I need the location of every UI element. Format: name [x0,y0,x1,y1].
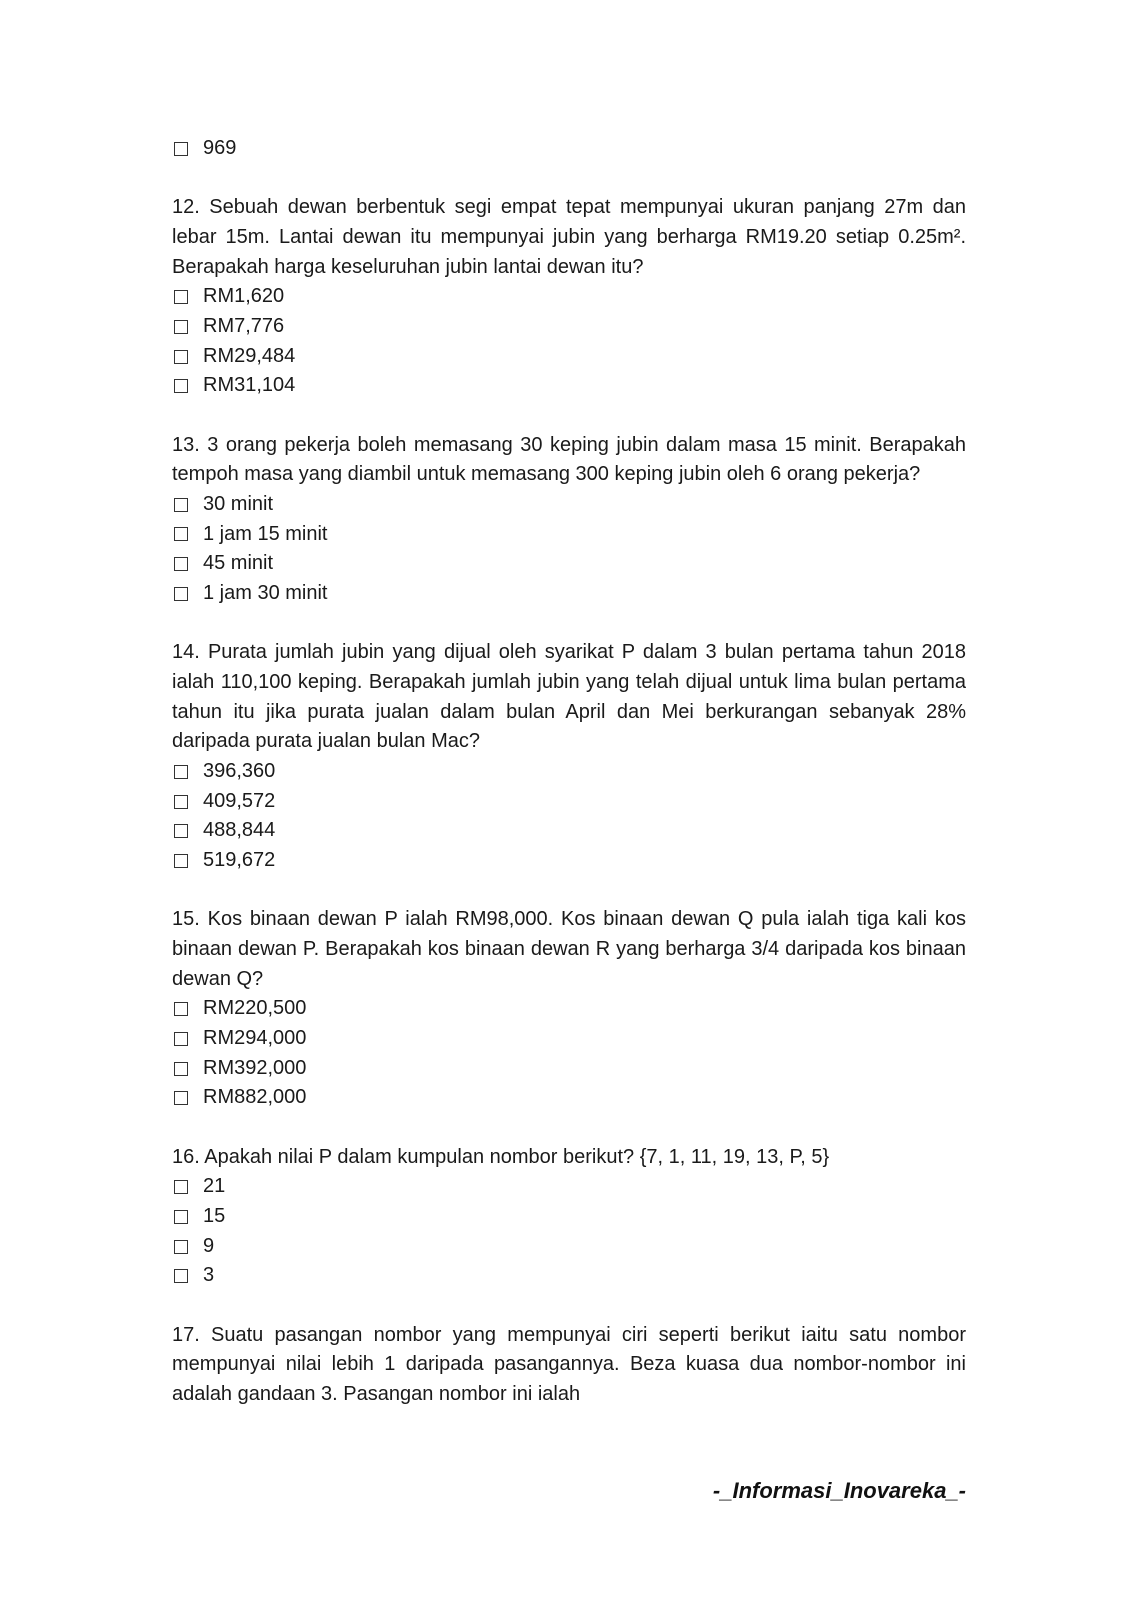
checkbox-icon[interactable] [174,854,188,868]
answer-option[interactable] [172,520,966,550]
answer-option[interactable] [172,1083,966,1113]
question-16 [172,1143,966,1291]
option-label: RM31,104 [203,374,296,397]
question-text: 14. Purata jumlah jubin yang dijual oleh syarikat P dalam 3 bulan pertama tahun 2018 ialah 110,100 keping. Berapakah jumlah jubin yang telah dijual untuk lima bulan pertama tahun itu jika purata jualan dalam bulan April dan Mei berkurangan sebanyak 28% daripada purata jualan bulan Mac? [172,641,966,753]
answer-option[interactable] [172,342,966,372]
option-label: RM7,776 [203,314,285,337]
option-label: RM1,620 [203,285,285,308]
checkbox-icon[interactable] [174,1091,188,1105]
checkbox-icon[interactable] [174,587,188,601]
checkbox-icon[interactable] [174,320,188,334]
question-text: 16. Apakah nilai P dalam kumpulan nombor berikut? {7, 1, 11, 19, 13, P, 5} [172,1145,830,1168]
option-label: 488,844 [203,819,276,842]
answer-option[interactable] [172,312,966,342]
checkbox-icon[interactable] [174,1180,188,1194]
checkbox-icon[interactable] [174,527,188,541]
answer-option[interactable] [172,1232,966,1262]
option-label: RM392,000 [203,1056,307,1079]
option-label: 21 [203,1175,226,1198]
answer-option[interactable] [172,1054,966,1084]
question-list [172,134,966,1439]
checkbox-icon[interactable] [174,1210,188,1224]
answer-option[interactable] [172,282,966,312]
checkbox-icon[interactable] [174,765,188,779]
question-13 [172,431,966,609]
option-label: RM882,000 [203,1086,307,1109]
answer-option[interactable] [172,787,966,817]
option-label: 45 minit [203,552,274,575]
question-14 [172,638,966,876]
option-label: 519,672 [203,849,276,872]
question-text: 13. 3 orang pekerja boleh memasang 30 keping jubin dalam masa 15 minit. Berapakah tempoh masa yang diambil untuk memasang 300 keping jubin oleh 6 orang pekerja? [172,433,966,486]
answer-option[interactable] [172,490,966,520]
checkbox-icon[interactable] [174,142,188,156]
question-11-tail [172,134,966,164]
question-text: 17. Suatu pasangan nombor yang mempunyai ciri seperti berikut iaitu satu nombor mempunyai nilai lebih 1 daripada pasangannya. Beza kuasa dua nombor-nombor ini adalah gandaan 3. Pasangan nombor ini ialah [172,1323,966,1405]
footer-brand: -_Informasi_Inovareka_- [712,1478,966,1503]
checkbox-icon[interactable] [174,350,188,364]
option-label: RM294,000 [203,1027,307,1050]
answer-option[interactable] [172,816,966,846]
option-label: RM29,484 [203,344,296,367]
question-text: 15. Kos binaan dewan P ialah RM98,000. Kos binaan dewan Q pula ialah tiga kali kos binaan dewan P. Berapakah kos binaan dewan R yang berharga 3/4 daripada kos binaan dewan Q? [172,908,966,990]
option-label: 409,572 [203,789,276,812]
question-12 [172,193,966,401]
option-label: 15 [203,1205,226,1228]
answer-option[interactable] [172,846,966,876]
option-label: 1 jam 30 minit [203,582,328,605]
checkbox-icon[interactable] [174,1032,188,1046]
option-label: 1 jam 15 minit [203,522,328,545]
question-text: 12. Sebuah dewan berbentuk segi empat tepat mempunyai ukuran panjang 27m dan lebar 15m. Lantai dewan itu mempunyai jubin yang berharga RM19.20 setiap 0.25m². Berapakah harga keseluruhan jubin lantai dewan itu? [172,196,966,278]
answer-option[interactable] [172,994,966,1024]
option-label: 30 minit [203,492,274,515]
answer-option[interactable] [172,1172,966,1202]
checkbox-icon[interactable] [174,1240,188,1254]
option-label: RM220,500 [203,997,307,1020]
option-label: 969 [203,137,237,159]
checkbox-icon[interactable] [174,290,188,304]
checkbox-icon[interactable] [174,1002,188,1016]
question-15 [172,905,966,1113]
answer-option[interactable] [172,579,966,609]
option-label: 9 [203,1234,215,1257]
checkbox-icon[interactable] [174,557,188,571]
option-label: 396,360 [203,760,276,783]
answer-option[interactable] [172,757,966,787]
question-17 [172,1321,966,1410]
answer-option[interactable] [172,371,966,401]
checkbox-icon[interactable] [174,795,188,809]
answer-option[interactable] [172,134,966,164]
checkbox-icon[interactable] [174,379,188,393]
option-label: 3 [203,1264,215,1287]
answer-option[interactable] [172,1024,966,1054]
answer-option[interactable] [172,1261,966,1291]
checkbox-icon[interactable] [174,498,188,512]
checkbox-icon[interactable] [174,1062,188,1076]
answer-option[interactable] [172,1202,966,1232]
checkbox-icon[interactable] [174,824,188,838]
answer-option[interactable] [172,549,966,579]
checkbox-icon[interactable] [174,1269,188,1283]
